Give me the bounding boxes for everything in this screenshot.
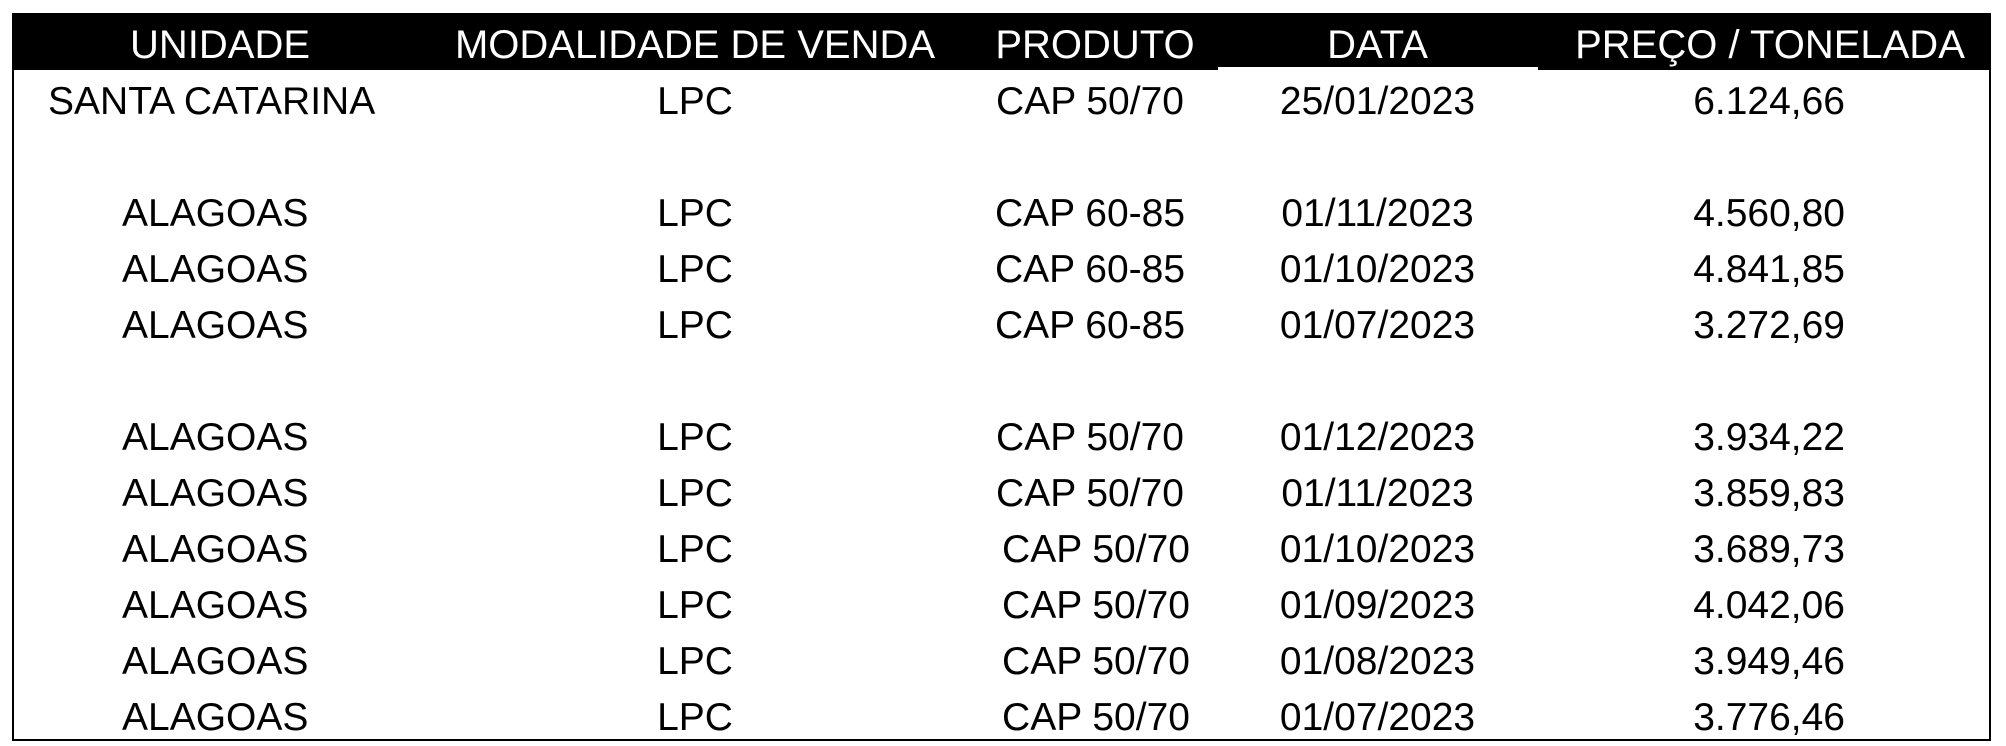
cell-produto: CAP 50/70 (996, 472, 1184, 515)
column-header-data: DATA (1327, 23, 1428, 67)
cell-data: 01/07/2023 (1279, 304, 1476, 347)
cell-produto: CAP 50/70 (996, 416, 1184, 459)
cell-data: 01/11/2023 (1281, 192, 1474, 235)
cell-produto: CAP 50/70 (1002, 640, 1190, 683)
cell-preco: 3.859,83 (1693, 472, 1845, 515)
cell-data: 01/08/2023 (1279, 640, 1476, 683)
cell-unidade: ALAGOAS (122, 248, 309, 291)
cell-preco: 3.689,73 (1693, 528, 1845, 571)
cell-produto: CAP 50/70 (1002, 696, 1190, 739)
cell-preco: 4.560,80 (1693, 192, 1845, 235)
cell-data: 25/01/2023 (1279, 80, 1476, 123)
cell-data: 01/11/2023 (1281, 472, 1474, 515)
cell-produto: CAP 50/70 (1002, 584, 1190, 627)
column-header-modalidade: MODALIDADE DE VENDA (454, 23, 936, 67)
cell-unidade: ALAGOAS (122, 416, 309, 459)
cell-data: 01/07/2023 (1279, 696, 1476, 739)
cell-data: 01/09/2023 (1279, 584, 1476, 627)
cell-modalidade: LPC (657, 248, 733, 291)
cell-preco: 4.841,85 (1693, 248, 1845, 291)
cell-unidade: ALAGOAS (122, 584, 309, 627)
cell-unidade: ALAGOAS (122, 472, 309, 515)
cell-produto: CAP 60-85 (994, 248, 1186, 291)
cell-modalidade: LPC (657, 640, 733, 683)
cell-data: 01/10/2023 (1279, 248, 1476, 291)
cell-unidade: ALAGOAS (122, 528, 309, 571)
cell-modalidade: LPC (657, 416, 733, 459)
cell-produto: CAP 50/70 (1002, 528, 1190, 571)
cell-modalidade: LPC (657, 472, 733, 515)
cell-modalidade: LPC (657, 80, 733, 123)
cell-preco: 3.776,46 (1693, 696, 1845, 739)
cell-unidade: ALAGOAS (122, 640, 309, 683)
cell-preco: 3.934,22 (1693, 416, 1845, 459)
cell-produto: CAP 60-85 (994, 192, 1186, 235)
cell-modalidade: LPC (657, 584, 733, 627)
cell-preco: 6.124,66 (1693, 80, 1845, 123)
cell-modalidade: LPC (657, 528, 733, 571)
cell-unidade: ALAGOAS (122, 304, 309, 347)
column-header-unidade: UNIDADE (129, 23, 311, 67)
cell-preco: 3.949,46 (1693, 640, 1845, 683)
cell-preco: 3.272,69 (1693, 304, 1845, 347)
cell-data: 01/12/2023 (1279, 416, 1476, 459)
cell-preco: 4.042,06 (1693, 584, 1845, 627)
cell-modalidade: LPC (657, 696, 733, 739)
column-header-produto: PRODUTO (995, 23, 1195, 67)
cell-produto: CAP 60-85 (994, 304, 1186, 347)
cell-produto: CAP 50/70 (996, 80, 1184, 123)
cell-modalidade: LPC (657, 192, 733, 235)
cell-unidade: ALAGOAS (122, 192, 309, 235)
cell-data: 01/10/2023 (1279, 528, 1476, 571)
column-header-preco: PREÇO / TONELADA (1575, 23, 1965, 67)
cell-modalidade: LPC (657, 304, 733, 347)
cell-unidade: ALAGOAS (122, 696, 309, 739)
cell-unidade: SANTA CATARINA (48, 80, 376, 123)
